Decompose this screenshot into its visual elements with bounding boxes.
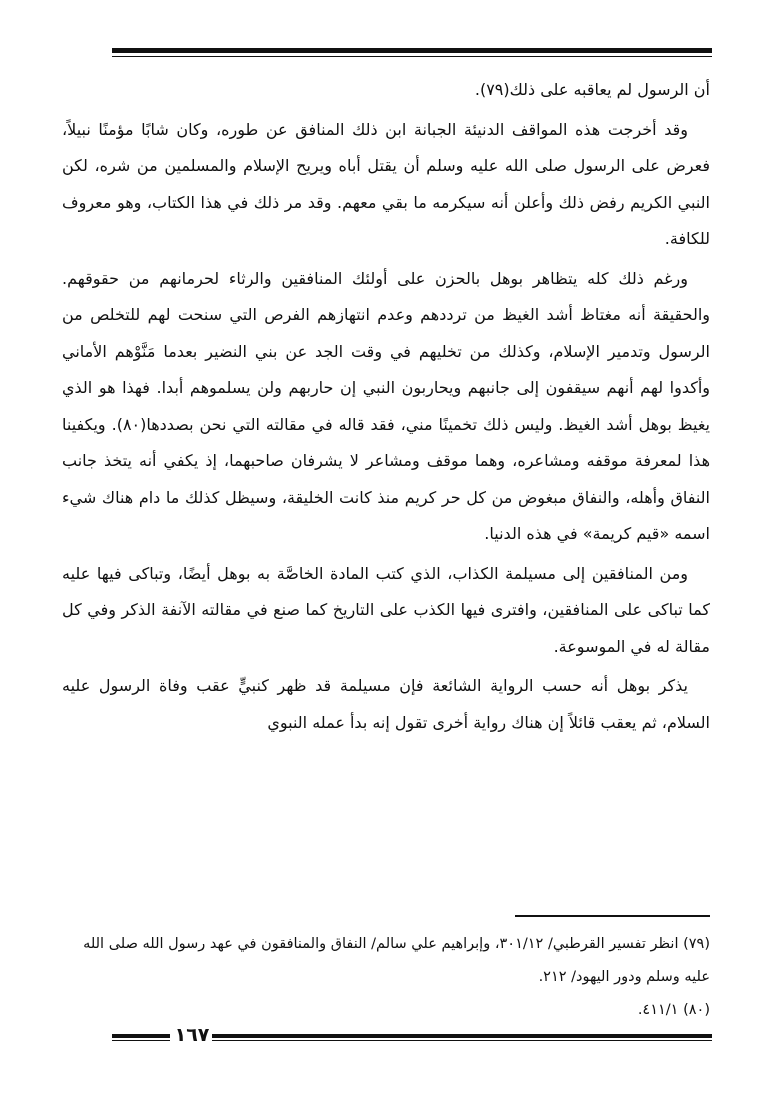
paragraph-3: ورغم ذلك كله يتظاهر بوهل بالحزن على أولئك المنافقين والرثاء لحرمانهم من حقوقهم. والحقيقة أنه مغتاظ أشد الغيظ من ترددهم وعدم انتهازهم الفرص التي سنحت لهم للتخلص من الرسول وتدمير الإسلام، وكذلك من تخليهم في وقت الجد عن بني النضير بعدما مَنَّوْهم الأماني وأكدوا لهم أنهم سيقفون إلى جانبهم ويحاربون النبي إن حاربهم ولن يسلموهم أبدا. فهذا هو الذي يغيظ بوهل أشد الغيظ. وليس ذلك تخمينًا مني، فقد قاله في مقالته التي نحن بصددها(٨٠). ويكفينا هذا لمعرفة موقفه ومشاعره، وهما موقف ومشاعر لا يشرفان صاحبهما، إذ يكفي أنه يتخذ جانب النفاق وأهله، والنفاق مبغوض من كل حر كريم منذ كانت الخليقة، وسيظل كذلك ما دام هناك شيء اسمه «قيم كريمة» في هذه الدنيا. [62, 268, 710, 543]
page-number: ١٦٧ [172, 1024, 212, 1046]
footnotes [62, 928, 710, 1027]
footnote-80: (٨٠) ٤١١/١. [637, 1002, 710, 1018]
body-text [62, 72, 710, 744]
footnote-rule [515, 915, 710, 917]
footer-rule-short [112, 1034, 170, 1041]
footnote-79: (٧٩) انظر تفسير القرطبي/ ٣٠١/١٢، وإبراهيم علي سالم/ النفاق والمنافقون في عهد رسول الله صلى الله عليه وسلم ودور اليهود/ ٢١٢. [83, 936, 710, 985]
header-rule [112, 48, 712, 57]
paragraph-4: ومن المنافقين إلى مسيلمة الكذاب، الذي كتب المادة الخاصَّة به بوهل أيضًا، وتباكى فيها عليه كما تباكى على المنافقين، وافترى فيها الكذب على التاريخ كما صنع في مقالته الآنفة الذكر وفي كل مقالة له في الموسوعة. [62, 563, 710, 656]
page-footer [112, 1026, 712, 1046]
paragraph-2: وقد أخرجت هذه المواقف الدنيئة الجبانة ابن ذلك المنافق عن طوره، وكان شابًا مؤمنًا نبيلاً، فعرض على الرسول صلى الله عليه وسلم أن يقتل أباه ويريح الإسلام والمسلمين من شره، لكن النبي الكريم رفض ذلك وأعلن أنه سيكرمه ما بقي معهم. وقد مر ذلك في هذا الكتاب، وهو معروف للكافة. [62, 119, 710, 248]
footer-rule-long [212, 1034, 712, 1041]
paragraph-5: يذكر بوهل أنه حسب الرواية الشائعة فإن مسيلمة قد ظهر كنبيٍّ عقب وفاة الرسول عليه السلام، ثم يعقب قائلاً إن هناك رواية أخرى تقول إنه بدأ عمله النبوي [62, 676, 710, 732]
paragraph-1: أن الرسول لم يعاقبه على ذلك(٧٩). [474, 80, 710, 99]
